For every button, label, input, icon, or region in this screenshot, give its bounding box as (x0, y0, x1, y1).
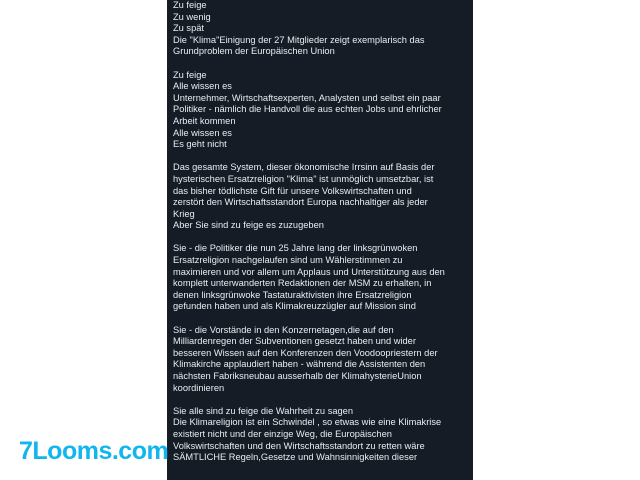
message-line: Milliardenregen der Subventionen gesetzt haben und wider (173, 336, 416, 347)
message-line: Sie alle sind zu feige die Wahrheit zu sagen (173, 405, 354, 416)
message-line: SÄMTLICHE Regeln,Gesetze und Wahnsinnigkeiten dieser (173, 452, 418, 463)
message-line: koordinieren (173, 382, 225, 393)
message-line: Zu feige (173, 69, 207, 80)
message-line: Grundproblem der Europäischen Union (173, 46, 335, 57)
message-line: Arbeit kommen (173, 115, 236, 126)
message-line: Zu feige (173, 0, 207, 10)
watermark-logo: 7Looms.com (19, 437, 169, 465)
message-line: maximieren und vor allem um Applaus und Unterstützung aus den (173, 266, 445, 277)
message-line: Alle wissen es (173, 127, 232, 138)
message-line: Sie - die Politiker die nun 25 Jahre lang der linksgrünwoken (173, 243, 418, 254)
message-line: Die "Klima"Einigung der 27 Mitglieder zeigt exemplarisch das (173, 34, 425, 45)
message-paragraph (173, 162, 471, 232)
message-line: komplett unterwanderten Redaktionen der MSM zu erhalten, in (173, 278, 432, 289)
message-line: Ersatzreligion nachgelaufen sind um Wählerstimmen zu (173, 255, 403, 266)
message-line: Zu spät (173, 23, 205, 34)
message-line: Unternehmer, Wirtschaftsexperten, Analysten und selbst ein paar (173, 92, 441, 103)
message-line: besseren Wissen auf den Konferenzen den Voodoopriestern der (173, 347, 438, 358)
message-paragraph (173, 70, 471, 151)
message-line: Es geht nicht (173, 139, 227, 150)
message-line: Das gesamte System, dieser ökonomische Irrsinn auf Basis der (173, 162, 435, 173)
message-line: Aber Sie sind zu feige es zuzugeben (173, 220, 324, 231)
message-line: zerstört den Wirtschaftsstandort Europa nachhaltiger als jeder (173, 197, 428, 208)
message-line: nächsten Fabriksneubau ausserhalb der KlimahysterieUnion (173, 371, 422, 381)
message-line: existiert nicht und der einzige Weg, die Europäischen (173, 428, 392, 439)
message-text (173, 0, 471, 475)
message-line: Volkswirtschaften und den Wirtschaftsstandort zu retten wäre (173, 440, 425, 451)
message-line: Zu wenig (173, 11, 211, 22)
message-line: Krieg (173, 208, 195, 219)
message-line: Politiker - nämlich die Handvoll die aus echten Jobs und ehrlicher (173, 104, 442, 115)
message-line: Sie - die Vorstände in den Konzernetagen,die auf den (173, 324, 394, 335)
message-line: das bisher tödlichste Gift für unsere Volkswirtschaften und (173, 185, 412, 196)
message-line: Alle wissen es (173, 81, 232, 92)
message-line: Klimakirche applaudiert haben - während die Assistenten den (173, 359, 426, 370)
message-paragraph (173, 325, 471, 395)
message-line: gefunden haben und als Klimakreuzzügler auf Mission sind (173, 301, 416, 312)
message-bubble (167, 0, 473, 480)
message-paragraph (173, 0, 471, 58)
message-line: Die Klimareligion ist ein Schwindel , so etwas wie eine Klimakrise (173, 417, 442, 428)
message-line: denen linksgrünwoke Tastaturaktivisten ihre Ersatzreligion (173, 289, 412, 300)
message-paragraph (173, 243, 471, 313)
message-paragraph (173, 406, 471, 464)
message-line: hysterischen Ersatzreligion "Klima" ist unmöglich umsetzbar, ist (173, 173, 434, 184)
